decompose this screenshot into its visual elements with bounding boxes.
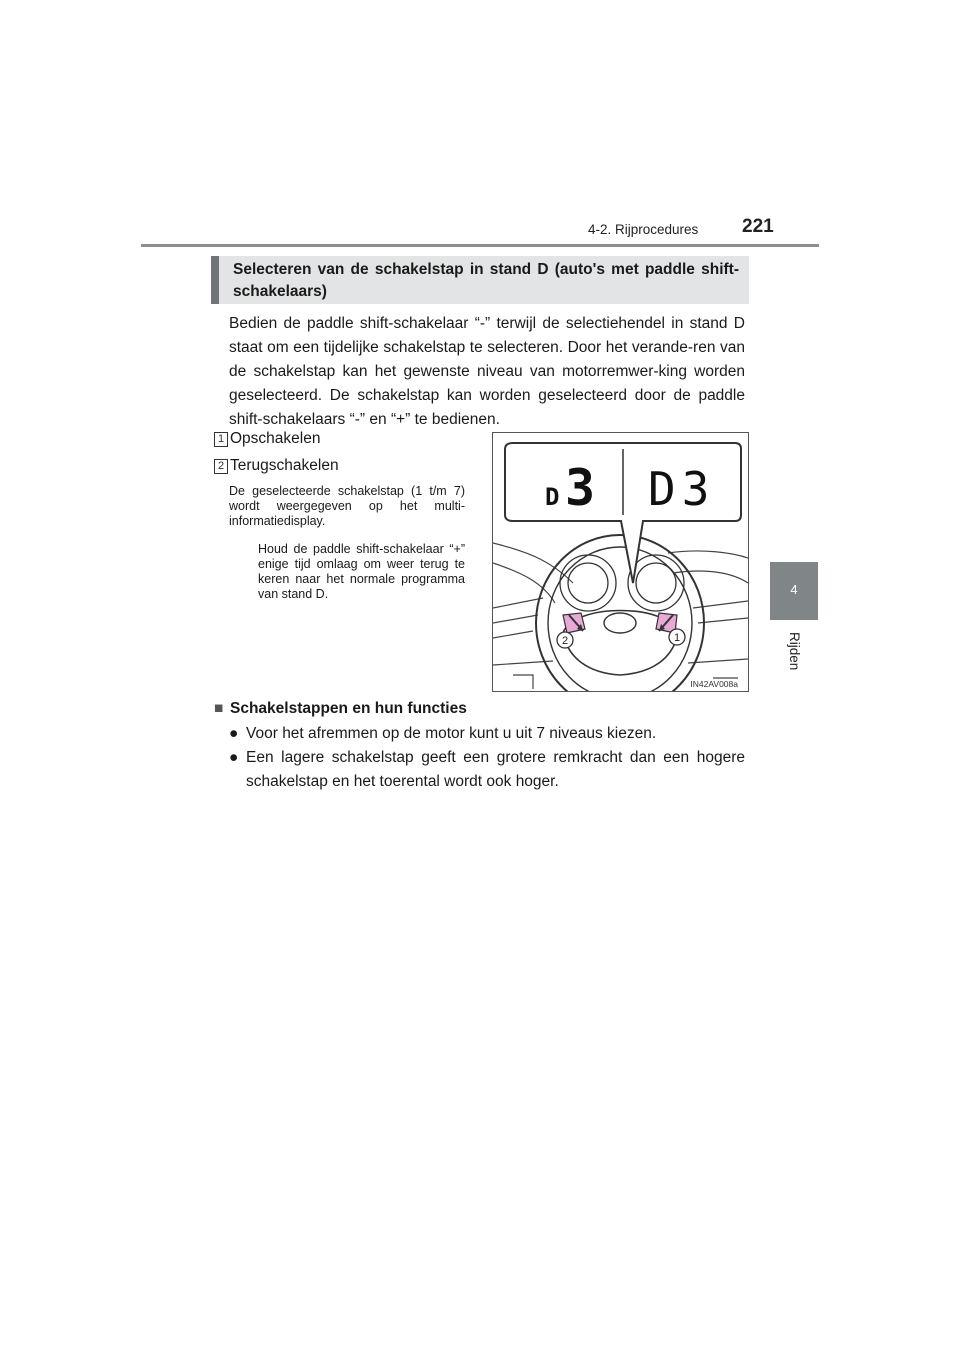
chapter-label: Rijden bbox=[787, 632, 802, 671]
section-title: Selecteren van de schakelstap in stand D (auto's met paddle shift-schakelaars) bbox=[233, 261, 739, 300]
bullet-dot: ● bbox=[229, 749, 239, 766]
step-number-box: 2 bbox=[214, 459, 228, 474]
section-box bbox=[211, 256, 749, 304]
bullet-dot: ● bbox=[229, 725, 239, 742]
callout-1-label: 1 bbox=[673, 632, 681, 644]
steering-wheel-illustration bbox=[493, 433, 748, 691]
header-section: 4-2. Rijprocedures bbox=[588, 222, 699, 237]
display-d3: D3 bbox=[648, 462, 716, 516]
step-number-box: 1 bbox=[214, 432, 228, 447]
bullet-text: Een lagere schakelstap geeft een grotere remkracht dan een hogere schakelstap en het toerental wordt ook hoger. bbox=[246, 749, 745, 790]
page-number: 221 bbox=[742, 216, 774, 237]
chapter-number: 4 bbox=[790, 582, 798, 597]
reset-note: Houd de paddle shift-schakelaar “+” enige tijd omlaag om weer terug te keren naar het normale programma van stand D. bbox=[258, 542, 465, 601]
bullet-item bbox=[229, 722, 745, 746]
figure-code: IN42AV008a bbox=[690, 679, 738, 689]
square-marker: ■ bbox=[214, 700, 224, 717]
display-big-3: 3 bbox=[565, 459, 596, 517]
step-label: Opschakelen bbox=[230, 430, 321, 447]
bullet-text: Voor het afremmen op de motor kunt u uit 7 niveaus kiezen. bbox=[246, 725, 657, 742]
subsection-heading-text: Schakelstappen en hun functies bbox=[230, 700, 467, 717]
step-label: Terugschakelen bbox=[230, 457, 339, 474]
callout-2-label: 2 bbox=[561, 635, 569, 647]
display-small-d: D bbox=[545, 483, 560, 511]
intro-paragraph: Bedien de paddle shift-schakelaar “-” terwijl de selectiehendel in stand D staat om een tijdelijke schakelstap te selecteren. Door het verande-ren van de schakelstap kan het gewenste niveau van motorremwer-king worden geselecteerd. De schakelstap kan worden geselecteerd door de paddle shift-schakelaars “-” en “+” te bedienen. bbox=[229, 315, 745, 428]
subsection-heading bbox=[214, 700, 467, 718]
chapter-tab[interactable] bbox=[770, 562, 818, 620]
figure-steering-wheel bbox=[492, 432, 749, 692]
header-rule bbox=[141, 244, 819, 247]
bullet-item bbox=[229, 746, 745, 794]
display-note: De geselecteerde schakelstap (1 t/m 7) wordt weergegeven op het multi-informatiedisplay. bbox=[229, 484, 465, 528]
